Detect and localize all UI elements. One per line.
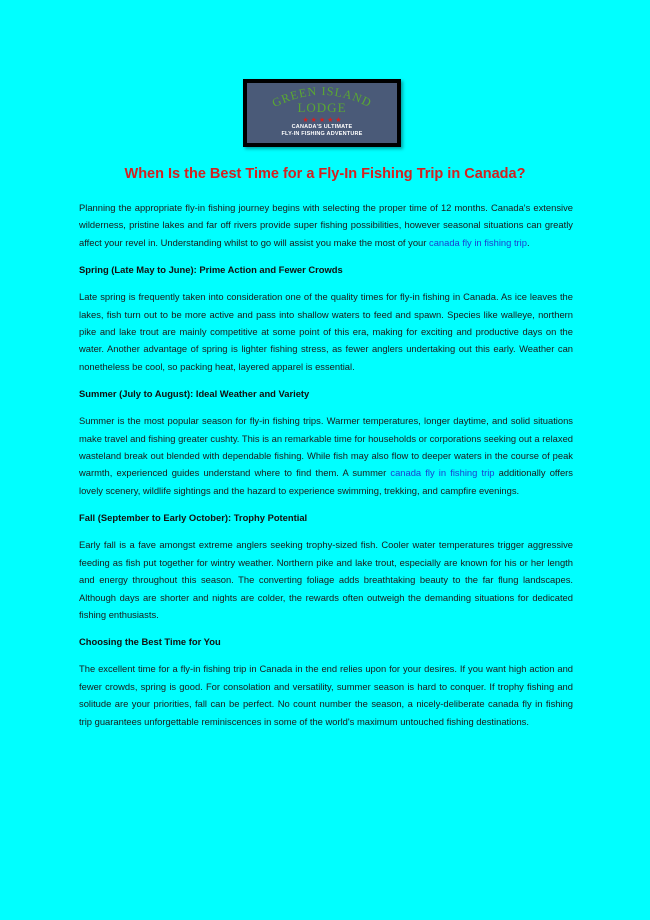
section-paragraph-summer <box>79 412 573 499</box>
star-icons: ★ ★ ★ ★ ★ <box>302 117 342 124</box>
logo-panel <box>247 83 397 143</box>
canada-fly-in-fishing-trip-link[interactable]: canada fly in fishing trip <box>429 236 527 248</box>
section-heading-choosing: Choosing the Best Time for You <box>79 636 221 648</box>
logo-caption <box>247 124 397 137</box>
section-paragraph-choosing: The excellent time for a fly-in fishing trip in Canada in the end relies upon for your desires. If you want high action and fewer crowds, spring is good. For consolation and versatility, summer season is hard to conquer. If trophy fishing and solitude are your priorities, fall can be perfect. No count number the season, a nicely-deliberate canada fly in fishing trip guarantees unforgettable reminiscences in some of the world's maximum untouched fishing destinations. <box>79 663 573 727</box>
article-body <box>79 199 573 740</box>
page-title: When Is the Best Time for a Fly-In Fishing Trip in Canada? <box>124 166 526 182</box>
logo-caption-line1: CANADA'S ULTIMATE <box>291 124 353 130</box>
logo-caption-line2: FLY-IN FISHING ADVENTURE <box>281 130 363 137</box>
intro-text: Planning the appropriate fly-in fishing journey begins with selecting the proper time of 12 months. Canada's extensive wilderness, pristine lakes and far off rivers provide super fishing possibilities, however seasonal situations can greatly affect your revel in. Understanding whilst to go will assist you make the most of your <box>79 202 573 248</box>
summer-text: Summer is the most popular season for fly-in fishing trips. Warmer temperatures, longer daytime, and solid situations make travel and fishing greater cushty. This is an remarkable time for households or corporations seeking out a relaxed wasteland break out blended with dependable fishing. While fish may also flow to deeper waters in the course of peak warmth, experienced guides understand where to find them. A summer <box>79 415 573 479</box>
intro-text-end: . <box>526 236 530 248</box>
section-heading-summer: Summer (July to August): Ideal Weather and Variety <box>79 388 310 400</box>
logo-line1: GREEN ISLAND <box>269 83 375 111</box>
canada-fly-in-fishing-trip-link[interactable]: canada fly in fishing trip <box>390 467 495 479</box>
intro-paragraph <box>79 199 573 251</box>
logo-line2: LODGE <box>297 100 347 115</box>
section-paragraph-fall: Early fall is a fave amongst extreme anglers seeking trophy-sized fish. Cooler water temperatures trigger aggressive feeding as fish put together for wintry weather. Northern pike and lake trout, especially are known for his or her length and energy throughout this season. The converting foliage adds breathtaking beauty to the far flung landscapes. Although days are shorter and nights are colder, the rewards often outweigh the demanding situations for dedicated fishing enthusiasts. <box>79 539 573 620</box>
section-heading-fall: Fall (September to Early October): Trophy Potential <box>79 512 308 524</box>
logo <box>243 79 401 147</box>
section-heading-spring: Spring (Late May to June): Prime Action and Fewer Crowds <box>79 264 343 276</box>
summer-text-end: additionally offers lovely scenery, wildlife sightings and the hazard to experience swimming, trekking, and campfire evenings. <box>79 467 573 496</box>
section-paragraph-spring: Late spring is frequently taken into consideration one of the quality times for fly-in fishing in Canada. As ice leaves the lakes, fish turn out to be more active and pass into shallow waters to feed and spawn. Species like walleye, northern pike and lake trout are mainly competitive at some point of this era, making for exciting and productive days on the water. Another advantage of spring is lighter fishing stress, as fewer anglers undertaking out this early. Weather can nonetheless be cool, so packing heat, layered apparel is essential. <box>79 291 573 372</box>
